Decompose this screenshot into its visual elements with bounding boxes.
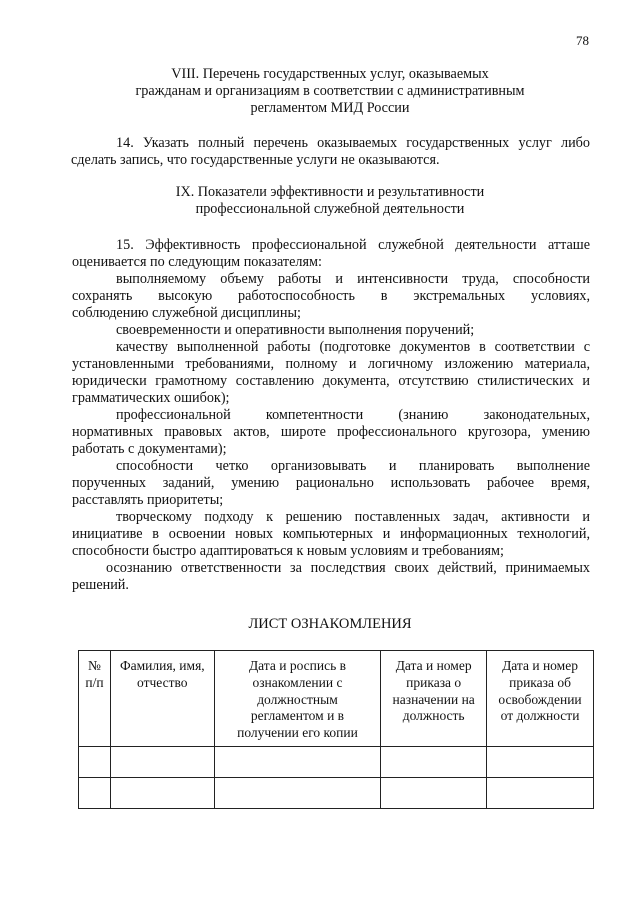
text-line: осознанию ответственности за последствия своих действий, принимаемых xyxy=(106,560,590,576)
table-cell[interactable] xyxy=(110,778,214,809)
table-cell[interactable] xyxy=(487,747,594,778)
table-cell[interactable] xyxy=(214,747,381,778)
text-line: способности быстро адаптироваться к новым условиям и требованиям; xyxy=(72,543,504,559)
text-line: своевременности и оперативности выполнения поручений; xyxy=(116,322,475,338)
text-line: юридически грамотному составлению документа, отсутствию стилистических и xyxy=(72,373,590,389)
text-line: профессиональной компетентности (знанию законодательных, xyxy=(116,407,590,423)
criterion-4 xyxy=(72,407,590,458)
table-row xyxy=(79,778,594,809)
text-line: решений. xyxy=(72,577,129,593)
text-line: сделать запись, что государственные услуги не оказываются. xyxy=(71,152,440,168)
table-cell[interactable] xyxy=(110,747,214,778)
item-15-paragraph xyxy=(72,237,590,594)
criterion-3 xyxy=(72,339,590,407)
heading-line: гражданам и организациям в соответствии с административным xyxy=(135,83,525,99)
text-line: 15. Эффективность профессиональной служебной деятельности атташе xyxy=(116,237,590,253)
text-line: выполняемому объему работы и интенсивности труда, способности xyxy=(116,271,590,287)
text-line: соблюдению служебной дисциплины; xyxy=(72,305,301,321)
item-14-paragraph xyxy=(72,135,590,169)
text-line: работать с документами); xyxy=(72,441,227,457)
criterion-6 xyxy=(72,509,590,560)
text-line: оценивается по следующим показателям: xyxy=(72,254,322,270)
criterion-5 xyxy=(72,458,590,509)
table-cell[interactable] xyxy=(381,747,487,778)
table-cell[interactable] xyxy=(79,747,111,778)
table-row xyxy=(79,747,594,778)
column-header-signature-date: Дата и роспись в ознакомлении с должностным регламентом и в получении его копии xyxy=(214,651,381,747)
heading-line: IX. Показатели эффективности и результативности xyxy=(175,184,485,200)
text-line: творческому подходу к решению поставленных задач, активности и xyxy=(116,509,590,525)
table-cell[interactable] xyxy=(381,778,487,809)
table-cell[interactable] xyxy=(214,778,381,809)
section-9-heading xyxy=(60,184,600,218)
text-line: способности четко организовывать и планировать выполнение xyxy=(116,458,590,474)
column-header-dismissal-order: Дата и номер приказа об освобождении от должности xyxy=(487,651,594,747)
column-header-full-name: Фамилия, имя, отчество xyxy=(110,651,214,747)
text-line: нормативных правовых актов, широте профессионального кругозора, умению xyxy=(72,424,590,440)
table-cell[interactable] xyxy=(79,778,111,809)
text-line: грамматических ошибок); xyxy=(72,390,230,406)
page-number: 78 xyxy=(576,33,589,48)
text-line: расставлять приоритеты; xyxy=(72,492,224,508)
text-line: качеству выполненной работы (подготовке документов в соответствии с xyxy=(116,339,590,355)
acknowledgement-sheet-title: ЛИСТ ОЗНАКОМЛЕНИЯ xyxy=(248,616,412,632)
table-header-row xyxy=(79,651,594,747)
criterion-2 xyxy=(72,322,590,339)
text-line: 14. Указать полный перечень оказываемых государственных услуг либо xyxy=(116,135,590,151)
criterion-1 xyxy=(72,271,590,322)
text-line: сохранять высокую работоспособность в экстремальных условиях, xyxy=(72,288,590,304)
criterion-7 xyxy=(72,560,590,594)
text-line: порученных заданий, умению рационально использовать рабочее время, xyxy=(72,475,590,491)
column-header-appointment-order: Дата и номер приказа о назначении на должность xyxy=(381,651,487,747)
table-cell[interactable] xyxy=(487,778,594,809)
section-8-heading xyxy=(60,66,600,117)
heading-line: профессиональной служебной деятельности xyxy=(195,201,465,217)
text-line: установленными требованиями, полному и логичному изложению материала, xyxy=(72,356,590,372)
column-header-number: № п/п xyxy=(79,651,111,747)
acknowledgement-table xyxy=(78,650,594,809)
text-line: инициативе в освоении новых компьютерных и информационных технологий, xyxy=(72,526,590,542)
heading-line: регламентом МИД России xyxy=(250,100,410,116)
heading-line: VIII. Перечень государственных услуг, оказываемых xyxy=(171,66,489,82)
